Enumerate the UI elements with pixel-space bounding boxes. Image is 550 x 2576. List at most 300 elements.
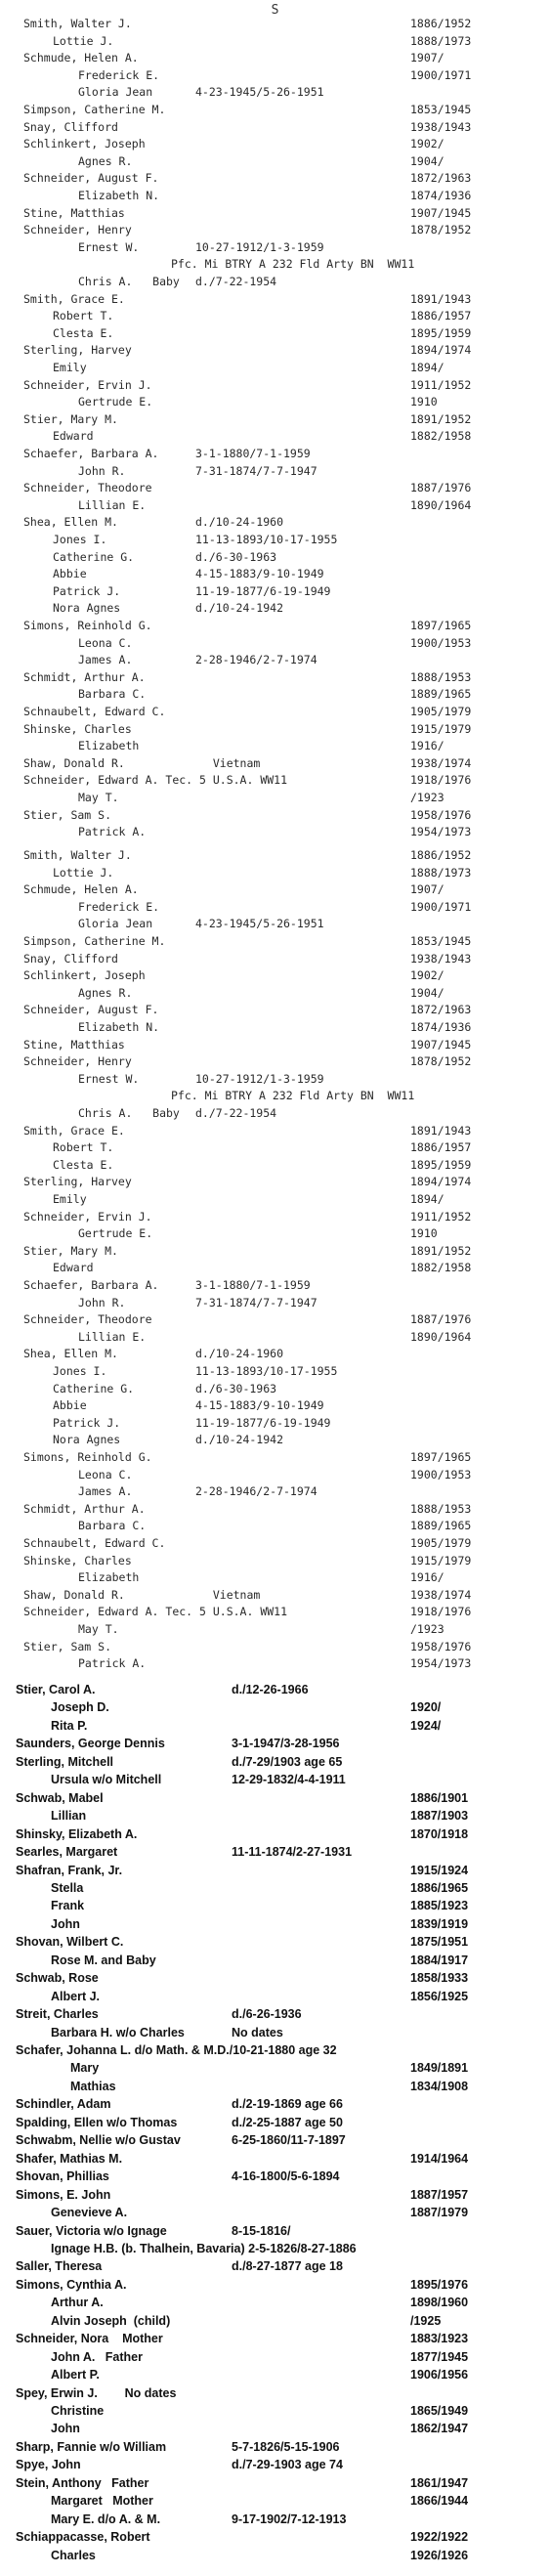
record-name: Alvin Joseph (child) [51,2313,171,2328]
record-years: 1958/1976 [410,1639,472,1653]
record-years: 1888/1973 [410,865,472,880]
record-row [0,1640,550,1657]
record-years: 1886/1901 [410,1790,469,1805]
record-name: Shea, Ellen M. [23,515,118,530]
record-name: Spye, John [16,2458,81,2472]
record-name: Shea, Ellen M. [23,1347,118,1361]
record-years: 1900/1971 [410,67,472,82]
record-years: 1862/1947 [410,2422,469,2436]
record-name: Shinske, Charles [23,1553,132,1567]
record-name: Smith, Walter J. [23,848,132,862]
record-name: Schafer, Johanna L. d/o Math. & M.D./10-21-1880 age 32 [16,2043,337,2057]
record-row [0,1899,550,1916]
record-name: John [51,1916,80,1931]
record-years: 1891/1943 [410,1123,472,1138]
record-name: Frank [51,1899,85,1913]
record-row [0,601,550,619]
record-name: Shinske, Charles [23,721,132,736]
record-row [0,2404,550,2422]
record-row [0,2386,550,2404]
record-years: 1954/1973 [410,1656,472,1671]
record-years: 1861/1947 [410,2475,469,2490]
record-name: Schindler, Adam [16,2097,111,2112]
record-years: 1875/1951 [410,1935,469,1950]
record-row [0,326,550,344]
record-years: 1906/1956 [410,2368,469,2383]
record-row [0,2206,550,2223]
record-name: Schneider, Theodore [23,481,152,495]
record-years: 1882/1958 [410,429,472,444]
record-row [0,722,550,740]
record-row [0,2458,550,2475]
record-name: Patrick J. [53,583,121,598]
record-row [0,773,550,791]
record-row [0,447,550,464]
record-years: 1874/1936 [410,189,472,202]
record-row [0,1881,550,1899]
record-row [0,756,550,774]
record-row [0,292,550,310]
record-row [0,2259,550,2277]
record-row [0,1990,550,2007]
record-years: 1886/1965 [410,1880,469,1895]
record-row [0,2350,550,2368]
record-name: John R. [78,463,126,478]
record-row [0,2224,550,2242]
record-name: Chris A. Baby [78,275,180,288]
record-years: 1839/1919 [410,1916,469,1931]
record-name: Saunders, George Dennis [16,1737,165,1751]
record-name: Schneider, August F. [23,1003,159,1017]
record-name: Albert J. [51,1989,101,2003]
record-name: Shovan, Wilbert C. [16,1935,124,1950]
page-letter: S [271,3,279,18]
record-row [0,343,550,361]
record-row [0,1468,550,1485]
record-name: Clesta E. [53,325,114,340]
record-name: Streit, Charles [16,2007,99,2022]
record-dates: 9-17-1902/7-12-1913 [232,2512,347,2526]
record-name: Stier, Sam S. [23,807,112,822]
record-name: Catherine G. [53,549,135,564]
record-row [0,361,550,378]
record-row [0,51,550,68]
record-years: 1888/1973 [410,33,472,48]
record-row [0,1864,550,1881]
record-name: Schmidt, Arthur A. [23,1501,146,1516]
record-row [0,1347,550,1364]
record-name: Gertrude E. [78,1226,153,1241]
record-row [0,825,550,842]
record-row [0,1737,550,1754]
record-row [0,2476,550,2494]
record-row [0,1773,550,1790]
record-dates: No dates [232,2025,283,2039]
record-dates: 8-15-1816/ [232,2223,291,2238]
record-name: Schneider, Edward A. Tec. 5 U.S.A. WW11 [23,773,288,788]
record-years: 1894/ [410,361,444,374]
record-row [0,882,550,900]
record-row [0,2368,550,2385]
record-years: /1923 [410,1622,444,1636]
record-row [0,2061,550,2079]
record-years: 1907/1945 [410,1037,472,1052]
record-years: 1887/1976 [410,481,472,495]
record-row [0,848,550,866]
record-name: Emily [53,1192,87,1206]
record-years: 1890/1964 [410,497,472,512]
record-name: Lottie J. [53,33,114,48]
record-name: Frederick E. [78,899,160,914]
record-row [0,550,550,568]
record-name: Simpson, Catherine M. [23,103,166,116]
record-row [0,1484,550,1502]
record-name: Sterling, Harvey [23,343,132,358]
record-row [0,1106,550,1124]
record-dates: d./2-19-1869 age 66 [232,2097,343,2112]
record-name: Margaret Mother [51,2494,153,2509]
record-name: Smith, Walter J. [23,17,132,30]
record-name: Abbie [53,1398,87,1413]
record-dates: d./10-24-1942 [195,1433,284,1447]
record-name: James A. [78,1484,133,1499]
record-row [0,866,550,883]
record-row [0,1622,550,1640]
record-row [0,1554,550,1571]
record-dates: d./6-30-1963 [195,549,277,564]
record-dates: 7-31-1874/7-7-1947 [195,1295,317,1309]
record-row [0,2080,550,2097]
record-years: 1834/1908 [410,2079,469,2093]
record-dates: d./8-27-1877 age 18 [232,2259,343,2274]
record-name: Abbie [53,567,87,581]
record-row [0,2133,550,2151]
record-row [0,2549,550,2566]
record-name: Schaefer, Barbara A. [23,1278,159,1292]
record-name: Ignage H.B. (b. Thalhein, Bavaria) 2-5-1826/8-27-1886 [51,2241,357,2255]
record-name: Rose M. and Baby [51,1953,156,1967]
record-years: 1878/1952 [410,1054,472,1069]
record-name: Sauer, Victoria w/o Ignage [16,2223,167,2238]
record-row [0,934,550,952]
record-row [0,68,550,86]
record-row [0,1519,550,1536]
record-row [0,1700,550,1718]
record-dates: d./7-29/1903 age 65 [232,1754,343,1769]
record-name: Schnaubelt, Edward C. [23,705,166,718]
record-name: Stine, Matthias [23,1037,125,1052]
record-name: Stier, Mary M. [23,1243,118,1258]
record-name: Edward [53,1261,94,1275]
record-row [0,17,550,34]
record-years: 1900/1971 [410,899,472,914]
record-name: Robert T. [53,1140,114,1155]
record-row [0,103,550,120]
record-row [0,1330,550,1348]
record-years: 1886/1957 [410,309,472,323]
record-row [0,1140,550,1158]
record-years: 1900/1953 [410,1467,472,1481]
record-row [0,206,550,224]
record-dates: 2-28-1946/2-7-1974 [195,653,317,667]
record-years: 1884/1917 [410,1953,469,1967]
record-years: 1938/1943 [410,951,472,966]
record-name: Elizabeth [78,1570,140,1585]
record-name: Patrick A. [78,1656,147,1671]
record-name: Lillian [51,1809,87,1824]
record-row [0,1683,550,1700]
record-years: 1916/ [410,739,444,753]
record-row [0,1536,550,1554]
record-years: 1905/1979 [410,1536,472,1550]
record-years: 1938/1974 [410,755,472,770]
record-years: 1916/ [410,1570,444,1585]
record-row [0,2007,550,2025]
record-years: 1870/1918 [410,1826,469,1841]
record-row [0,2152,550,2169]
record-name: Stier, Mary M. [23,411,118,426]
record-row [0,1175,550,1192]
record-name: Schmude, Helen A. [23,882,139,897]
record-row [0,1296,550,1313]
record-years: 1885/1923 [410,1899,469,1913]
record-row [0,481,550,498]
record-name: Ernest W. [78,1071,140,1086]
record-years: 1954/1973 [410,825,472,839]
record-name: Jones I. [53,533,107,546]
record-dates: 10-27-1912/1-3-1959 [195,239,324,254]
record-name: Shovan, Phillias [16,2169,109,2184]
record-name: Stella [51,1880,84,1895]
record-name: Schneider, Ervin J. [23,377,152,392]
record-name: Spey, Erwin J. No dates [16,2385,177,2400]
record-dates: 12-29-1832/4-4-1911 [232,1773,346,1787]
record-years: 1887/1979 [410,2206,469,2220]
record-years: 1890/1964 [410,1329,472,1344]
record-dates: 2-28-1946/2-7-1974 [195,1484,317,1499]
record-row [0,1588,550,1606]
record-name: Sharp, Fannie w/o William [16,2439,167,2454]
record-years: 1915/1924 [410,1863,469,1877]
record-row [0,1364,550,1382]
record-name: Schiappacasse, Robert [16,2530,150,2545]
record-dates: d./7-29-1903 age 74 [232,2458,343,2472]
record-name: Schneider, Ervin J. [23,1209,152,1224]
record-years: 1886/1952 [410,17,472,30]
record-name: Stier, Carol A. [16,1683,96,1696]
record-row [0,2116,550,2133]
record-row [0,1971,550,1989]
record-row [0,1935,550,1953]
record-row [0,2097,550,2115]
record-dates: d./10-24-1942 [195,601,284,616]
record-name: Catherine G. [53,1381,135,1395]
record-dates: d./10-24-1960 [195,1347,284,1361]
record-row [0,1416,550,1434]
record-name: Ernest W. [78,239,140,254]
record-row [0,85,550,103]
record-dates: 3-1-1947/3-28-1956 [232,1737,340,1751]
record-name: Patrick A. [78,825,147,839]
record-name: Agnes R. [78,985,133,1000]
record-row [0,223,550,240]
record-dates: 4-16-1800/5-6-1894 [232,2169,340,2184]
record-name: Schwab, Mabel [16,1790,104,1805]
record-row [0,2043,550,2061]
record-name: Genevieve A. [51,2206,128,2220]
record-years: 1872/1963 [410,1003,472,1017]
record-years: /1925 [410,2313,442,2328]
record-row [0,1192,550,1210]
record-row [0,567,550,584]
record-row [0,619,550,636]
record-name: John [51,2422,80,2436]
record-row [0,2512,550,2530]
record-years: 1887/1903 [410,1809,469,1824]
record-row [0,2494,550,2512]
record-row [0,34,550,52]
record-name: Sterling, Mitchell [16,1754,114,1769]
record-years: 1918/1976 [410,773,472,788]
record-row [0,1845,550,1863]
record-years: 1853/1945 [410,934,472,948]
record-name: Saller, Theresa [16,2259,103,2274]
record-dates: 6-25-1860/11-7-1897 [232,2133,346,2148]
record-row [0,1020,550,1038]
record-name: Nora Agnes [53,1433,121,1447]
record-name: Shaw, Donald R. Vietnam [23,1587,261,1602]
record-name: Lottie J. [53,865,114,880]
record-years: 1907/ [410,882,444,897]
record-years: 1889/1965 [410,687,472,702]
record-years: 1894/1974 [410,1175,472,1189]
record-years: 1918/1976 [410,1605,472,1619]
record-years: 1926/1926 [410,2548,469,2562]
record-name: Arthur A. [51,2296,104,2310]
record-name: Schneider, Nora Mother [16,2332,163,2346]
record-row [0,986,550,1004]
record-name: Stein, Anthony Father [16,2475,149,2490]
record-row [0,189,550,206]
record-name: Clesta E. [53,1157,114,1172]
record-row [0,1382,550,1399]
record-name: Christine [51,2404,105,2418]
record-row [0,515,550,533]
record-dates: d./6-30-1963 [195,1381,277,1395]
record-years: 1886/1957 [410,1140,472,1155]
record-row [0,808,550,826]
record-row [0,240,550,258]
record-name: Nora Agnes [53,601,121,616]
record-dates: d./6-26-1936 [232,2007,302,2022]
record-row [0,1755,550,1773]
record-row [0,1226,550,1244]
record-row [0,378,550,396]
record-name: Mary [70,2061,100,2076]
record-name: Jones I. [53,1364,107,1378]
record-years: 1878/1952 [410,223,472,237]
record-row [0,1827,550,1845]
record-name: Schwab, Rose [16,1971,99,1986]
record-years: 1924/ [410,1718,442,1733]
record-years: 1891/1952 [410,1243,472,1258]
record-dates: 3-1-1880/7-1-1959 [195,447,311,460]
record-name: Patrick J. [53,1415,121,1430]
record-dates: 7-31-1874/7-7-1947 [195,463,317,478]
record-name: Schlinkert, Joseph [23,968,146,983]
record-name: Robert T. [53,309,114,323]
record-row [0,1719,550,1737]
record-years: 1889/1965 [410,1519,472,1533]
record-years: 1882/1958 [410,1261,472,1275]
record-row [0,900,550,918]
record-row [0,1312,550,1330]
record-dates: 4-23-1945/5-26-1951 [195,85,324,100]
record-row [0,395,550,412]
record-row [0,2530,550,2548]
record-row [0,1433,550,1450]
record-years: 1895/1976 [410,2277,469,2292]
record-years: 1888/1953 [410,669,472,684]
record-name: Mary E. d/o A. & M. [51,2512,161,2526]
record-name: Gertrude E. [78,395,153,409]
record-name: Simons, Cynthia A. [16,2277,127,2292]
record-years: 1872/1963 [410,171,472,186]
record-years: 1915/1979 [410,1553,472,1567]
record-name: Agnes R. [78,153,133,168]
record-row [0,1038,550,1055]
record-years: 1914/1964 [410,2151,469,2166]
record-name: John R. [78,1295,126,1309]
record-years: 1910 [410,1226,438,1241]
record-row [0,275,550,292]
record-name: James A. [78,653,133,667]
record-row [0,1072,550,1090]
record-row [0,412,550,430]
record-name: Spalding, Ellen w/o Thomas [16,2115,178,2129]
record-row [0,2026,550,2043]
record-row [0,171,550,189]
record-years: 1907/ [410,51,444,65]
record-years: 1922/1922 [410,2530,469,2545]
record-row [0,2188,550,2206]
record-years: 1858/1933 [410,1971,469,1986]
record-dates: 5-7-1826/5-15-1906 [232,2439,340,2454]
record-years: 1911/1952 [410,377,472,392]
record-row [0,1502,550,1520]
record-name: Shafran, Frank, Jr. [16,1863,123,1877]
record-years: 1894/ [410,1192,444,1206]
record-row [0,2422,550,2439]
record-years: 1897/1965 [410,1450,472,1464]
record-years: 1891/1943 [410,291,472,306]
record-row [0,1917,550,1935]
record-name: Schmude, Helen A. [23,51,139,65]
record-years: 1900/1953 [410,635,472,650]
record-years: 1886/1952 [410,848,472,862]
record-years: 1898/1960 [410,2296,469,2310]
record-name: Lillian E. [78,1329,147,1344]
record-row [0,705,550,722]
record-years: 1911/1952 [410,1209,472,1224]
record-name: Sterling, Harvey [23,1175,132,1189]
record-dates: 11-19-1877/6-19-1949 [195,583,331,598]
record-name: Schneider, Henry [23,1054,132,1069]
record-row [0,917,550,934]
record-dates: 4-15-1883/9-10-1949 [195,1398,324,1413]
record-name: Lillian E. [78,497,147,512]
record-years: 1856/1925 [410,1989,469,2003]
